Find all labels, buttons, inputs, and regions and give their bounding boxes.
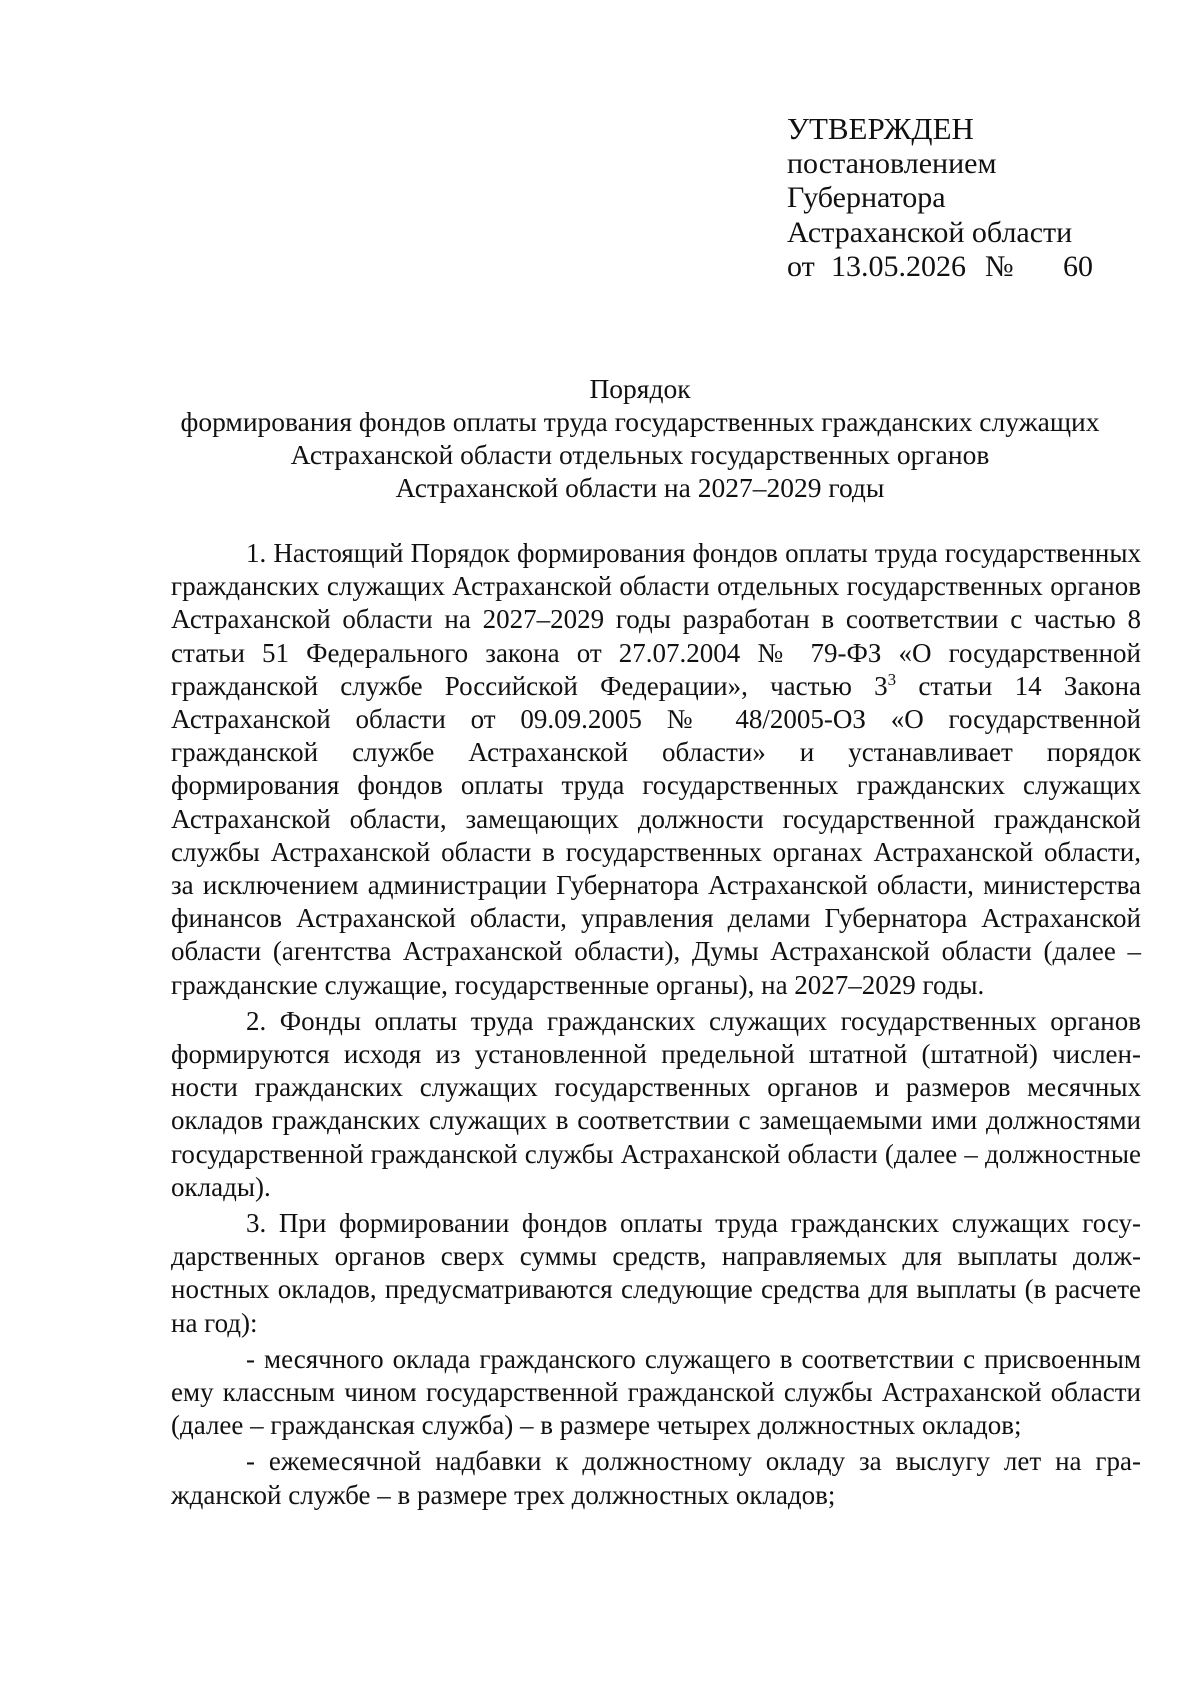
title-line-2: Астраханской области отдельных государственных органов — [290, 439, 990, 470]
document-body — [171, 537, 1141, 1512]
approval-number: 60 — [1063, 250, 1093, 283]
approval-status: УТВЕРЖДЕН — [787, 111, 974, 146]
list-item-2: - ежемесячной надбавки к должностному окладу за выслугу лет на гражданской службе – в размере трех должностных окладов; — [171, 1446, 1141, 1510]
paragraph-3: 3. При формировании фондов оплаты труда гражданских служащих государственных органов сверх суммы средств, направляемых для выплаты должностных окладов, предусматриваются следующие средства для выплаты (в расчете на год): — [171, 1208, 1141, 1338]
title-heading: Порядок — [589, 373, 691, 404]
approval-line-3: Астраханской области — [787, 215, 1073, 249]
paragraph-1 — [171, 537, 1141, 1002]
approval-from-label: от — [787, 250, 815, 283]
list-item-1: - месячного оклада гражданского служащего в соответствии с присвоенным ему классным чином государственной гражданской службы Астраханской области (далее – гражданская служба) – в размере четырех должностных окладов; — [171, 1343, 1141, 1441]
approval-stamp — [787, 112, 1093, 285]
approval-date-row — [787, 250, 1093, 285]
document-title — [140, 372, 1140, 504]
approval-date: 13.05.2026 — [831, 250, 966, 283]
approval-line-2: Губернатора — [787, 181, 946, 214]
approval-number-sign: № — [985, 250, 1014, 283]
paragraph-1-text-b: статьи 14 Закона Астраханской области от 09.09.2005 № 48/2005-ОЗ «О государственной гражданской службе Астраханской области» и устанавливает порядок формирования фондов оплаты труда государственных гражданских служащих Астраханской области, замещающих должности государственной гражданской службы Астраханской области в государственных органах Астраханской области, за исключением администрации Губернатора Астраханской области, министерства финансов Астраханской области, управления делами Губернатора Астраханской области (агентства Астраханской области), Думы Астраханской области (далее – гражданские служащие, государственные органы), на 2027–2029 годы. — [171, 670, 1142, 1000]
title-line-1: формирования фондов оплаты труда государственных гражданских служащих — [180, 406, 1100, 437]
approval-line-1: постановлением — [787, 146, 997, 180]
paragraph-1-text-a: 1. Настоящий Порядок формирования фондов оплаты труда государственных гражданских служащих Астраханской области отдельных государственных органов Астраханской области на 2027–2029 годы разработан в соответствии с частью 8 статьи 51 Федерального закона от 27.07.2004 № 79-ФЗ «О государственной гражданской службе Российской Федерации», частью 3 — [171, 538, 1141, 701]
paragraph-1-superscript: 3 — [887, 669, 897, 689]
paragraph-2: 2. Фонды оплаты труда гражданских служащих государственных органов формируются исходя из установленной предельной штатной (штатной) численности гражданских служащих государственных органов и размеров месячных окладов гражданских служащих в соответствии с замещаемыми ими должностями государственной гражданской службы Астраханской области (далее – должностные оклады). — [171, 1005, 1141, 1202]
title-line-3: Астраханской области на 2027–2029 годы — [395, 472, 885, 503]
